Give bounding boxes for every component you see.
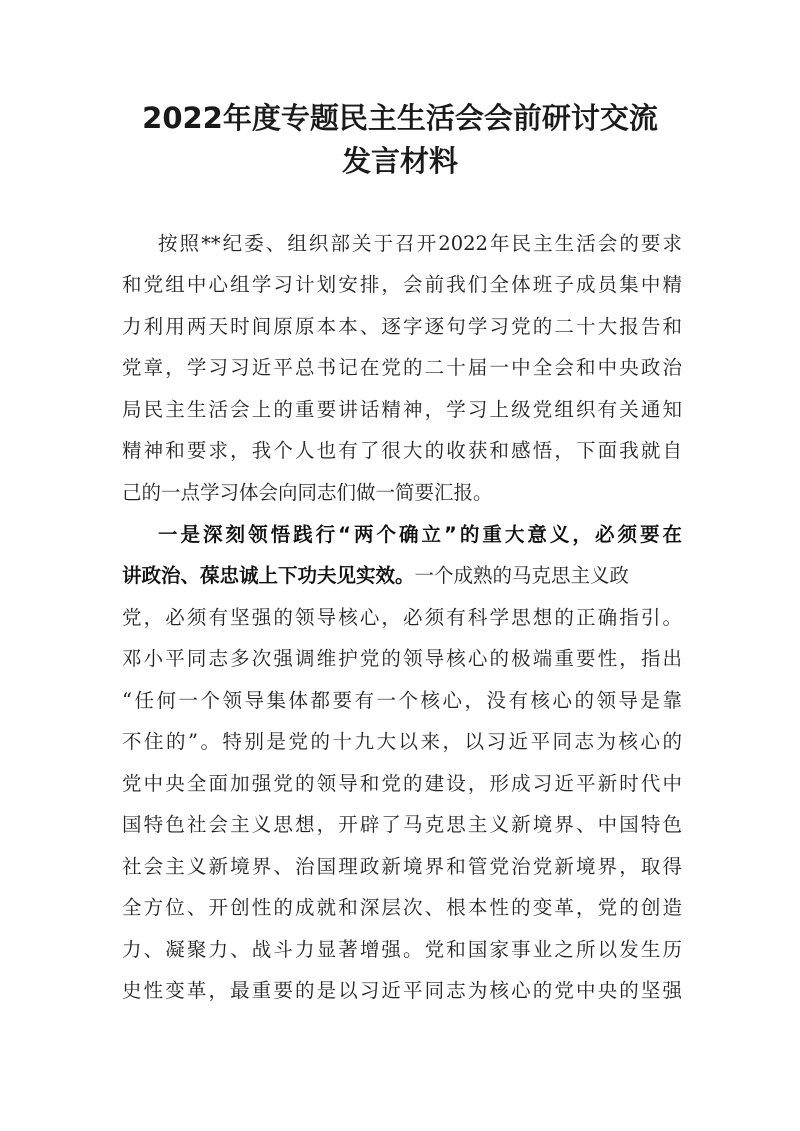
paragraph1-line: 和党组中心组学习计划安排，会前我们全体班子成员集中精 bbox=[122, 273, 682, 296]
paragraph2-heading-continuation bbox=[122, 561, 682, 591]
paragraph2-line: 力、凝聚力、战斗力显著增强。党和国家事业之所以发生历 bbox=[122, 938, 682, 961]
paragraph2-line: 党，必须有坚强的领导核心，必须有科学思想的正确指引。 bbox=[122, 606, 682, 629]
paragraph2-line: 党中央全面加强党的领导和党的建设，形成习近平新时代中 bbox=[122, 772, 682, 795]
document-title-line2: 发言材料 bbox=[341, 144, 458, 178]
paragraph2-line: 史性变革，最重要的是以习近平同志为核心的党中央的坚强 bbox=[122, 979, 682, 1002]
paragraph2-line: 国特色社会主义思想，开辟了马克思主义新境界、中国特色 bbox=[122, 813, 682, 836]
document-title-line1: 2022年度专题民主生活会会前研讨交流 bbox=[142, 101, 658, 135]
paragraph2-line: 全方位、开创性的成就和深层次、根本性的变革，党的创造 bbox=[122, 896, 682, 919]
paragraph1-line: 己的一点学习体会向同志们做一简要汇报。 bbox=[122, 481, 493, 504]
paragraph2-heading: 一是深刻领悟践行“两个确立”的重大意义，必须要在 bbox=[158, 523, 682, 546]
paragraph1-line: 按照**纪委、组织部关于召开2022年民主生活会的要求 bbox=[158, 232, 682, 255]
paragraph2-line: 社会主义新境界、治国理政新境界和管党治党新境界，取得 bbox=[122, 855, 682, 878]
paragraph2-line: 不住的”。特别是党的十九大以来，以习近平同志为核心的 bbox=[122, 730, 682, 753]
paragraph2-line: “任何一个领导集体都要有一个核心，没有核心的领导是靠 bbox=[122, 689, 682, 712]
paragraph1-line: 力利用两天时间原原本本、逐字逐句学习党的二十大报告和 bbox=[122, 315, 682, 338]
paragraph2-line: 邓小平同志多次强调维护党的领导核心的极端重要性，指出 bbox=[122, 647, 682, 670]
paragraph2-text-start: 一个成熟的马克思主义政 bbox=[414, 564, 630, 587]
paragraph1-line: 精神和要求，我个人也有了很大的收获和感悟，下面我就自 bbox=[122, 439, 682, 462]
paragraph2-heading-bold: 讲政治、葆忠诚上下功夫见实效。 bbox=[122, 564, 415, 587]
paragraph1-line: 局民主生活会上的重要讲话精神，学习上级党组织有关通知 bbox=[122, 398, 682, 421]
paragraph1-line: 党章，学习习近平总书记在党的二十届一中全会和中央政治 bbox=[122, 356, 682, 379]
